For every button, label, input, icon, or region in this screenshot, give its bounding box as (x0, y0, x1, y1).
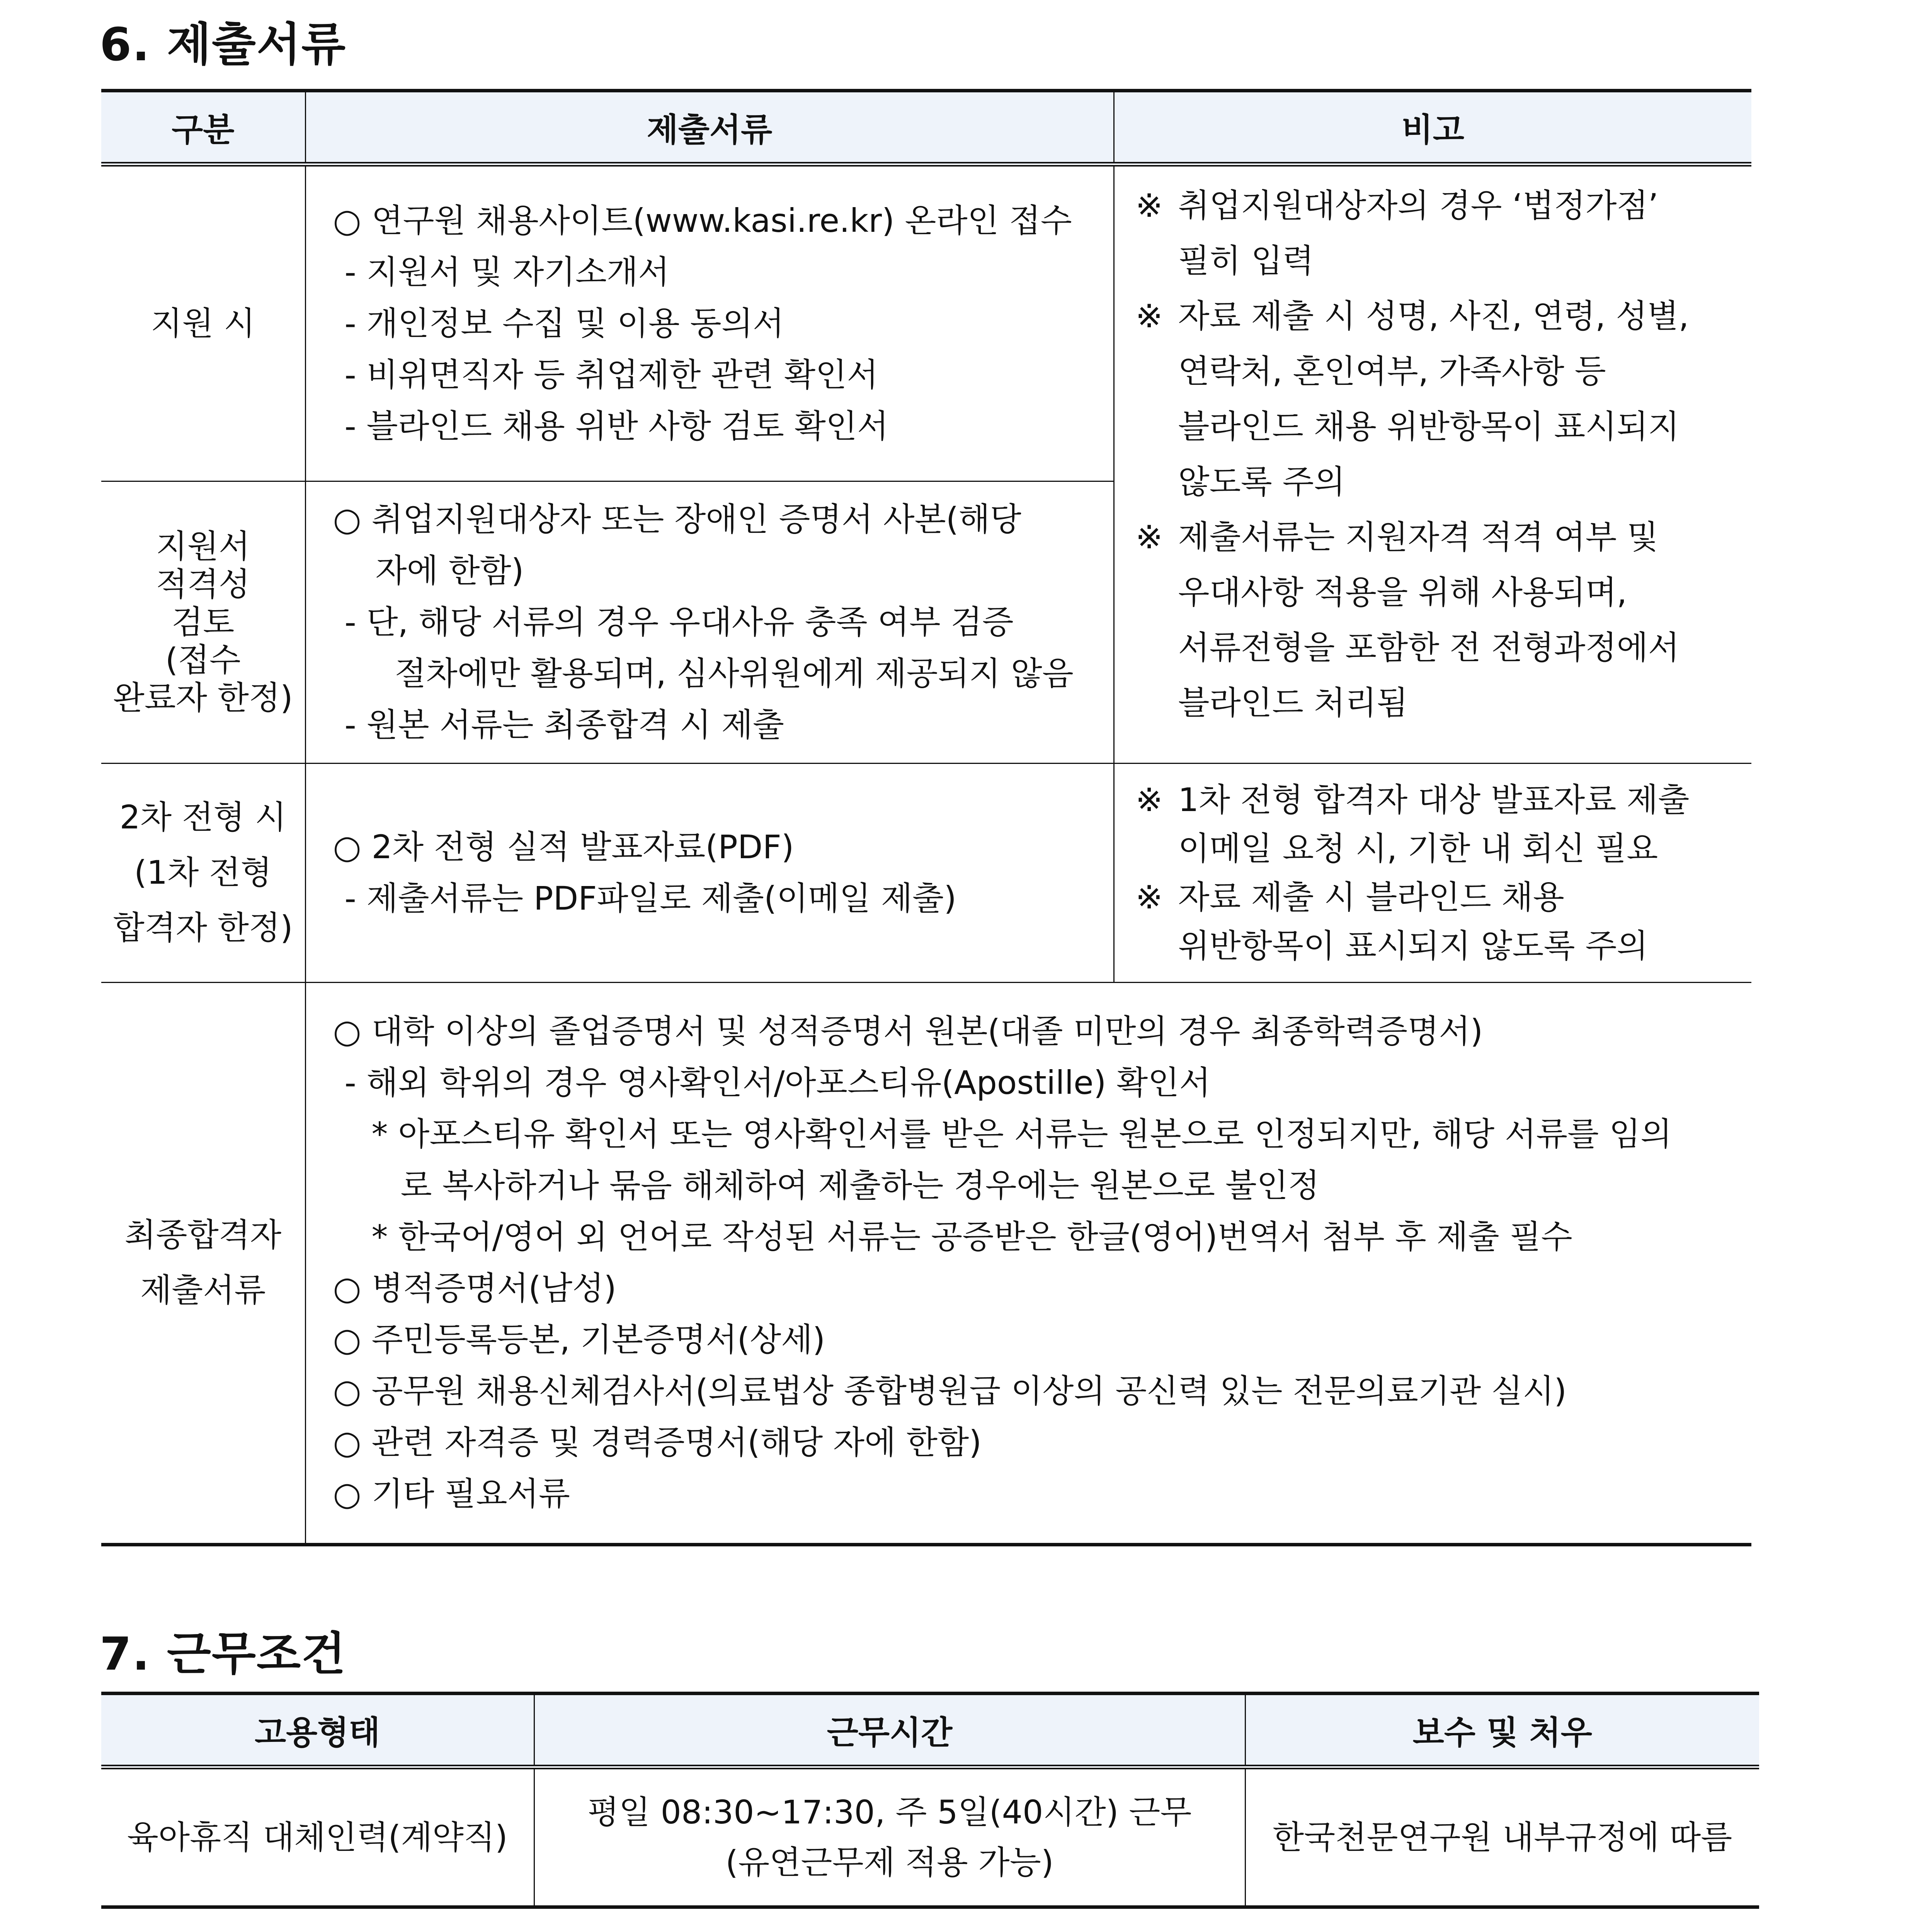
note-item-cont: 이메일 요청 시, 기한 내 회신 필요 (1178, 829, 1658, 867)
documents-second-round (305, 763, 1114, 982)
submission-documents-table (101, 89, 1751, 1546)
table-header-row (101, 1694, 1759, 1767)
list-item: - 제출서류는 PDF파일로 제출(이메일 제출) (344, 879, 956, 917)
section6-title: 6. 제출서류 (100, 18, 346, 71)
header-pay: 보수 및 처우 (1245, 1694, 1759, 1767)
note-item: ※ 자료 제출 시 성명, 사진, 연령, 성별, (1135, 297, 1689, 335)
note-item-cont: 블라인드 채용 위반항목이 표시되지 (1178, 408, 1679, 446)
list-item: - 블라인드 채용 위반 사항 검토 확인서 (344, 407, 889, 445)
note-item: ※ 자료 제출 시 블라인드 채용 (1135, 878, 1564, 916)
list-item: ○ 병적증명서(남성) (333, 1269, 617, 1307)
list-item: * 아포스티유 확인서 또는 영사확인서를 받은 서류는 원본으로 인정되지만, 해당 서류를 임의 (371, 1115, 1672, 1153)
note-item-cont: 필히 입력 (1178, 242, 1314, 280)
documents-final (305, 982, 1751, 1544)
list-item: ○ 취업지원대상자 또는 장애인 증명서 사본(해당 (333, 500, 1021, 538)
list-item: - 단, 해당 서류의 경우 우대사유 충족 여부 검증 (344, 603, 1014, 641)
note-item: ※ 취업지원대상자의 경우 ‘법정가점’ (1135, 187, 1659, 224)
note-item-cont: 않도록 주의 (1178, 463, 1345, 501)
header-work-hours: 근무시간 (534, 1694, 1245, 1767)
table-row (101, 763, 1751, 982)
list-item: ○ 기타 필요서류 (333, 1475, 570, 1513)
documents-apply (305, 164, 1114, 481)
list-item: - 지원서 및 자기소개서 (344, 253, 670, 291)
note-item-cont: 서류전형을 포함한 전 전형과정에서 (1178, 629, 1679, 667)
work-hours-cell: 평일 08:30~17:30, 주 5일(40시간) 근무 (유연근무제 적용 가능) (534, 1767, 1245, 1907)
employment-type-cell: 육아휴직 대체인력(계약직) (101, 1767, 534, 1907)
list-item: ○ 공무원 채용신체검사서(의료법상 종합병원급 이상의 공신력 있는 전문의료기관 실시) (333, 1372, 1567, 1410)
table-header-row (101, 91, 1751, 165)
header-remarks: 비고 (1114, 91, 1751, 165)
list-item: - 해외 학위의 경우 영사확인서/아포스티유(Apostille) 확인서 (344, 1064, 1211, 1102)
note-item-cont: 우대사항 적용을 위해 사용되며, (1178, 573, 1627, 611)
list-item: ○ 주민등록등본, 기본증명서(상세) (333, 1321, 825, 1359)
list-item: * 한국어/영어 외 언어로 작성된 서류는 공증받은 한글(영어)번역서 첨부 후 제출 필수 (371, 1218, 1572, 1256)
list-item: ○ 대학 이상의 졸업증명서 및 성적증명서 원본(대졸 미만의 경우 최종학력증명서) (333, 1012, 1483, 1050)
category-apply: 지원 시 (101, 164, 305, 481)
table-row (101, 164, 1751, 481)
pay-cell: 한국천문연구원 내부규정에 따름 (1245, 1767, 1759, 1907)
note-item: ※ 제출서류는 지원자격 적격 여부 및 (1135, 518, 1659, 556)
header-employment-type: 고용형태 (101, 1694, 534, 1767)
list-item: ○ 관련 자격증 및 경력증명서(해당 자에 한함) (333, 1423, 982, 1461)
list-item: 로 복사하거나 묶음 해체하여 제출하는 경우에는 원본으로 불인정 (400, 1167, 1320, 1204)
list-item: ○ 연구원 채용사이트(www.kasi.re.kr) 온라인 접수 (333, 201, 1072, 240)
list-item: 절차에만 활용되며, 심사위원에게 제공되지 않음 (395, 654, 1074, 692)
category-eligibility: 지원서 적격성 검토 (접수 완료자 한정) (101, 481, 305, 763)
list-item: - 원본 서류는 최종합격 시 제출 (344, 706, 784, 744)
remarks-second-round (1114, 763, 1751, 982)
table-row (101, 1767, 1759, 1907)
header-category: 구분 (101, 91, 305, 165)
list-item: ○ 2차 전형 실적 발표자료(PDF) (333, 828, 794, 866)
list-item: - 비위면직자 등 취업제한 관련 확인서 (344, 355, 878, 394)
header-documents: 제출서류 (305, 91, 1114, 165)
table-row (101, 982, 1751, 1544)
category-final: 최종합격자 제출서류 (101, 982, 305, 1544)
list-item: - 개인정보 수집 및 이용 동의서 (344, 304, 784, 342)
note-item-cont: 위반항목이 표시되지 않도록 주의 (1178, 927, 1648, 965)
working-conditions-table (101, 1692, 1759, 1909)
list-item: 자에 한함) (375, 551, 524, 590)
section7-title: 7. 근무조건 (100, 1627, 346, 1680)
category-second-round: 2차 전형 시 (1차 전형 합격자 한정) (101, 763, 305, 982)
note-item-cont: 블라인드 처리됨 (1178, 684, 1408, 722)
note-item: ※ 1차 전형 합격자 대상 발표자료 제출 (1135, 781, 1690, 819)
remarks-apply (1114, 164, 1751, 763)
note-item-cont: 연락처, 혼인여부, 가족사항 등 (1178, 352, 1606, 390)
documents-eligibility (305, 481, 1114, 763)
